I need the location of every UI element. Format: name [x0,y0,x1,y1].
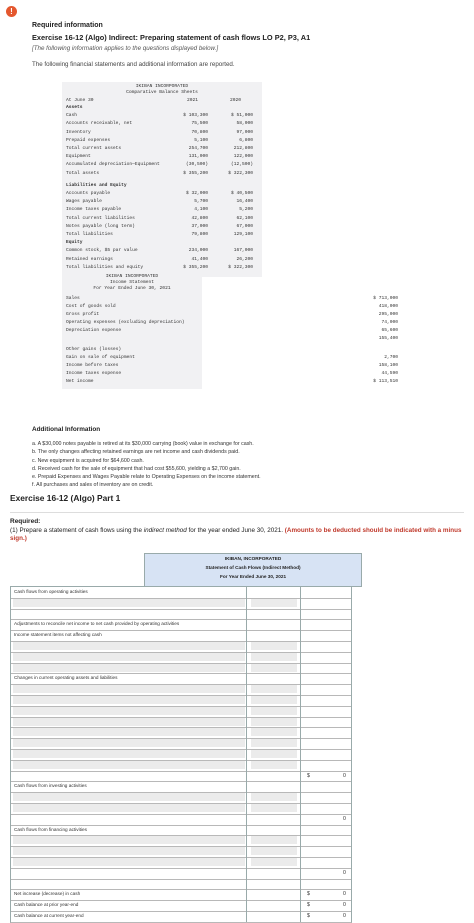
bs-row-label: Total liabilities and equity [66,264,144,270]
bs-row-label: Notes payable (long term) [66,223,135,229]
line-item-input[interactable] [13,707,245,715]
section-label-noncash: Income statement items not affecting cash [14,632,102,638]
bs-value-2020: 16,400 [236,199,253,205]
part-title: Exercise 16-12 (Algo) Part 1 [10,493,121,503]
info-item: b. The only changes affecting retained earnings are net income and cash dividends paid. [32,449,240,456]
bs-row-label: Liabilities and Equity [66,182,127,188]
is-row-label: Sales [66,296,80,301]
dollar-sign: $ [307,913,310,919]
line-item-input[interactable] [13,858,245,866]
line-item-input[interactable] [13,739,245,747]
line-item-input[interactable] [13,642,245,650]
instruction-red: (Amounts to be deducted should be indicated with a minus sign.) [10,527,462,542]
intro-text: The following financial statements and additional information are reported. [32,61,235,68]
cash-flow-worksheet [10,553,350,922]
bs-value-2021: 79,800 [191,232,208,237]
line-item-input[interactable] [13,847,245,855]
bs-row-label: Total liabilities [66,232,113,237]
bs-value-2020: $ 322,300 [228,170,253,176]
bs-row-label: Equipment [66,154,91,160]
amount-input[interactable] [251,696,297,704]
additional-info-title: Additional Information [32,426,101,433]
bs-value-2020: 6,800 [239,137,253,143]
amount-input[interactable] [251,761,297,769]
bs-value-2020: 212,800 [233,146,253,151]
total-value: 0 [343,913,346,919]
bs-value-2020: $ 51,000 [230,113,253,119]
info-item: d. Received cash for the sale of equipment that had cost $55,600, yielding a $2,700 gain. [32,465,241,472]
bs-value-2021: 131,000 [188,154,208,160]
worksheet-title-block [144,553,362,587]
bs-row-label: Wages payable [66,199,102,205]
is-title: Income Statement [109,280,155,285]
bs-value-2021: $ 355,200 [183,264,208,270]
dollar-sign: $ [307,772,310,779]
info-note: [The following information applies to the questions displayed below.] [32,45,219,52]
bs-value-2020: 58,000 [236,121,253,127]
line-item-input[interactable] [13,836,245,844]
instruction [10,527,468,543]
exercise-title: Exercise 16-12 (Algo) Indirect: Preparing statement of cash flows LO P2, P3, A1 [32,33,311,42]
amount-input[interactable] [251,847,297,855]
bs-title: Comparative Balance Sheets [126,90,198,95]
info-item: a. A $30,000 notes payable is retired at its $30,000 carrying (book) value in exchange for cash. [32,441,254,447]
bs-row-label: Retained earnings [66,256,113,262]
bs-company: IKIBAN INCORPORATED [135,84,189,89]
bs-row-label: Total current assets [66,146,122,151]
bs-value-2021: 70,800 [191,129,208,135]
bs-value-2021: $ 32,000 [185,191,208,196]
is-row-value: $ 113,510 [373,379,398,384]
is-period: For Year Ended June 30, 2021 [93,286,171,291]
bs-value-2020: $ 40,500 [230,191,253,196]
line-item-input[interactable] [13,653,245,661]
bs-value-2021: 5,700 [194,199,208,205]
amount-input[interactable] [251,707,297,715]
info-item: f. All purchases and sales of inventory are on credit. [32,482,154,489]
table-top-border [10,586,350,587]
bs-value-2021: 42,800 [191,215,208,221]
bs-value-2020: $ 322,300 [228,264,253,270]
amount-input[interactable] [251,739,297,747]
amount-input[interactable] [251,653,297,661]
is-row-value: 158,100 [378,363,398,368]
bs-value-2020: 97,000 [236,129,253,135]
column-divider [246,587,247,922]
ws-title: Statement of Cash Flows (Indirect Method) [205,565,301,570]
is-row-label: Operating expenses (excluding depreciation) [66,320,185,325]
bs-row-label: Income taxes payable [66,207,122,213]
is-row-label: Gross profit [66,312,100,317]
line-item-input[interactable] [13,793,245,801]
section-label-prior-cash: Cash balance at prior year-end [14,902,79,908]
bs-row-label: Total current liabilities [66,215,135,221]
line-item-input[interactable] [13,750,245,758]
bs-value-2021: $ 355,200 [183,170,208,176]
total-value: 0 [343,815,346,822]
bs-row-label: Accounts receivable, net [66,121,133,127]
bs-value-2020: 129,100 [233,232,253,237]
line-item-input[interactable] [13,728,245,736]
bs-value-2021: $ 103,300 [183,113,208,119]
section-label-current-cash: Cash balance at current year-end [14,913,84,918]
bs-row-label: Inventory [66,129,91,135]
balance-sheet [62,82,262,277]
is-row-label: Income taxes expense [66,371,122,376]
bs-value-2020: 122,000 [233,154,253,160]
amount-input[interactable] [251,750,297,758]
line-item-input[interactable] [13,599,245,607]
is-row-label: Cost of goods sold [66,304,116,309]
total-value: 0 [343,891,346,898]
bs-value-2021: 75,500 [191,121,208,127]
bs-row-label: Common stock, $5 par value [66,248,138,254]
amount-input[interactable] [251,718,297,726]
info-item: c. New equipment is acquired for $64,600 cash. [32,457,144,464]
amount-input[interactable] [251,685,297,693]
amount-input[interactable] [251,664,297,672]
alert-icon: ! [6,6,17,17]
bs-value-2020: 67,000 [236,223,253,229]
amount-input[interactable] [251,599,297,607]
bs-value-2021: 37,000 [191,223,208,229]
bs-row-label: Cash [66,113,78,119]
section-label-changes: Changes in current operating assets and liabilities [14,675,118,681]
required-label: Required: [10,518,41,525]
instruction-italic: indirect method [143,527,187,534]
section-label-net-change: Net increase (decrease) in cash [14,891,81,897]
is-row-label: Income before taxes [66,363,119,368]
bs-value-2021: 4,100 [194,207,208,213]
bs-row-label: Equity [66,240,83,246]
section-label-financing: Cash flows from financing activities [14,826,87,832]
is-row-value: 74,000 [381,320,398,325]
amount-input[interactable] [251,836,297,844]
income-statement [62,272,398,389]
is-row-label: Gain on sale of equipment [66,355,135,360]
bs-row-label: Accounts payable [66,191,111,196]
line-item-input[interactable] [13,664,245,672]
bs-value-2021: 254,700 [188,146,208,151]
total-value: 0 [343,869,346,876]
is-row-value: 155,400 [378,336,398,341]
is-company: IKIBAN INCORPORATED [105,274,159,279]
bs-value-2020: 62,100 [236,215,253,221]
amount-input[interactable] [251,642,297,650]
is-row-value: 2,700 [384,355,398,360]
divider [10,512,464,513]
bs-value-2020: (12,500) [230,162,253,168]
total-value: 0 [343,772,346,779]
amount-input[interactable] [251,793,297,801]
section-label-operating: Cash flows from operating activities [14,589,88,594]
bs-row-label: Assets [66,105,83,110]
line-item-input[interactable] [13,761,245,769]
column-divider [300,587,301,922]
line-item-input[interactable] [13,696,245,704]
bs-date-label: At June 30 [66,98,94,103]
is-row-label: Depreciation expense [66,328,122,333]
dollar-sign: $ [307,891,310,898]
bs-row-label: Prepaid expenses [66,137,111,143]
amount-input[interactable] [251,804,297,812]
is-row-label: Other gains (losses) [66,347,122,352]
bs-value-2020: 167,000 [233,248,253,254]
bs-col-2020: 2020 [230,98,242,103]
bs-value-2021: 41,400 [191,256,208,262]
bs-value-2020: 5,200 [239,207,253,213]
info-item: e. Prepaid Expenses and Wages Payable relate to Operating Expenses on the income statement. [32,474,261,481]
is-row-value: 44,590 [381,371,398,376]
ws-period: For Year Ended June 30, 2021 [219,574,287,579]
is-row-value: 418,000 [378,304,398,309]
is-row-value: 295,000 [378,312,398,317]
section-label-investing: Cash flows from investing activities [14,783,87,789]
bs-col-2021: 2021 [187,98,199,103]
required-info-heading: Required information [32,22,103,29]
additional-info-list [32,440,261,490]
instruction-prefix: (1) Prepare a statement of cash flows using the [10,527,144,534]
is-row-label: Net income [66,379,94,384]
is-row-value: $ 713,000 [373,296,398,301]
is-row-value: 65,600 [381,328,398,333]
line-item-input[interactable] [13,685,245,693]
bs-value-2021: (30,500) [185,162,208,168]
amount-input[interactable] [251,858,297,866]
line-item-input[interactable] [13,804,245,812]
bs-value-2021: 5,100 [194,137,208,143]
bs-value-2021: 234,000 [188,248,208,254]
dollar-sign: $ [307,902,310,909]
amount-input[interactable] [251,728,297,736]
total-value: 0 [343,902,346,909]
bs-value-2020: 26,200 [236,256,253,262]
ws-company: IKIBAN, INCORPORATED [224,556,282,561]
instruction-suffix: for the year ended June 30, 2021. [186,527,285,534]
section-label-adjustments: Adjustments to reconcile net income to net cash provided by operating activities [14,621,180,627]
bs-row-label: Accumulated depreciation—Equipment [66,162,160,168]
line-item-input[interactable] [13,718,245,726]
bs-row-label: Total assets [66,170,100,176]
